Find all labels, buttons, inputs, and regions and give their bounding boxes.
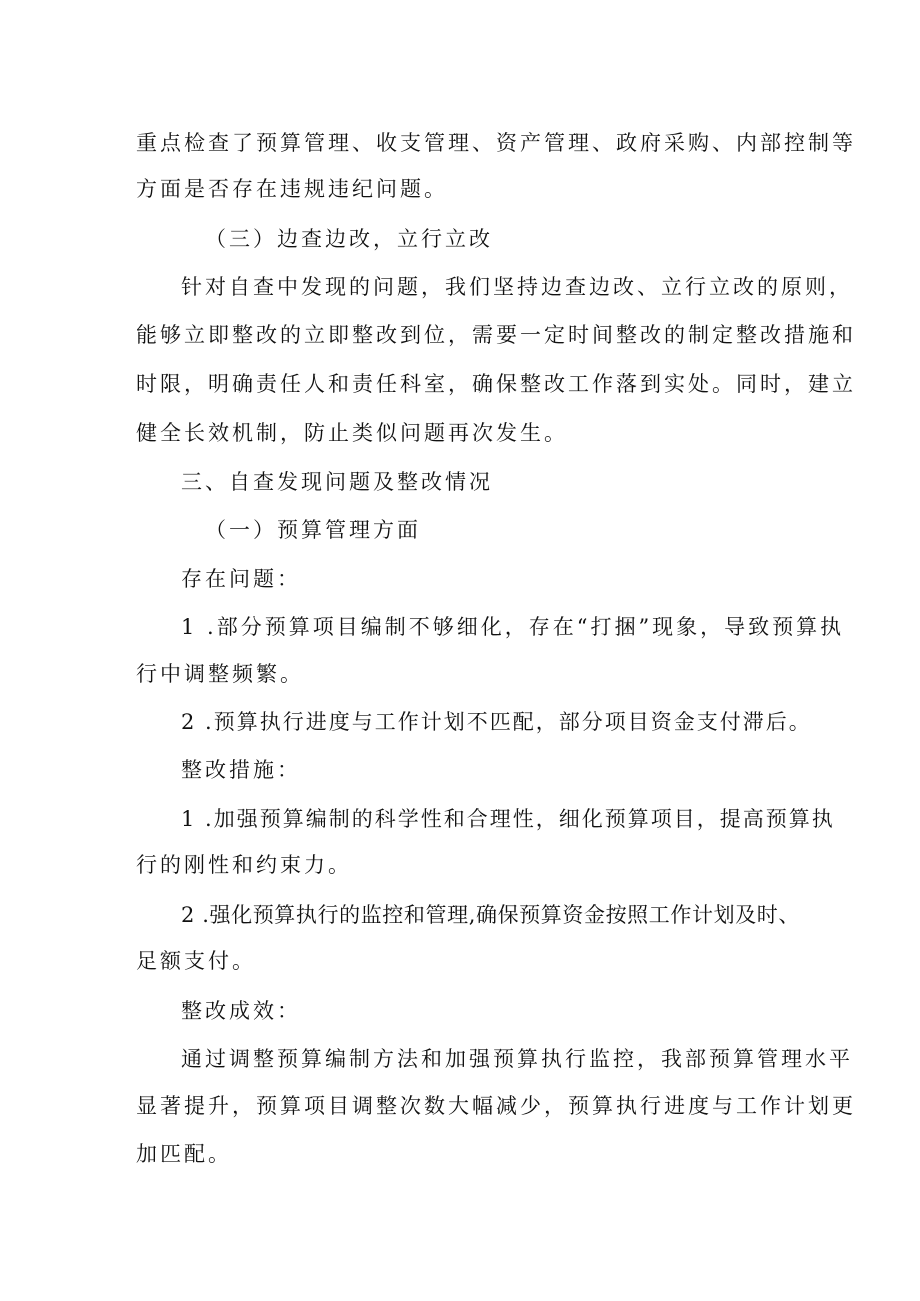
body-text-line: 能够立即整改的立即整改到位，需要一定时间整改的制定整改措施和 (136, 323, 856, 347)
body-text-line: 针对自查中发现的问题，我们坚持边查边改、立行立改的原则， (181, 275, 853, 299)
body-text-line: 方面是否存在违规违纪问题。 (136, 177, 448, 201)
paragraph-label: 整改措施： (181, 758, 301, 782)
subsection-heading: （三）边查边改，立行立改 (205, 227, 493, 251)
subsection-heading: （一）预算管理方面 (205, 518, 421, 542)
body-text-line: 显著提升，预算项目调整次数大幅减少，预算执行进度与工作计划更 (136, 1094, 856, 1118)
list-item-continuation: 行的刚性和约束力。 (136, 853, 352, 877)
list-item: 2 .强化预算执行的监控和管理,确保预算资金按照工作计划及时、 (181, 903, 800, 927)
body-text-line: 通过调整预算编制方法和加强预算执行监控，我部预算管理水平 (181, 1047, 853, 1071)
section-heading: 三、自查发现问题及整改情况 (181, 470, 493, 494)
body-text-line: 时限，明确责任人和责任科室，确保整改工作落到实处。同时，建立 (136, 372, 856, 396)
list-item: 1 .加强预算编制的科学性和合理性，细化预算项目，提高预算执 (181, 807, 835, 831)
paragraph-label: 整改成效： (181, 999, 301, 1023)
body-text-line: 加匹配。 (136, 1142, 232, 1166)
body-text-line: 重点检查了预算管理、收支管理、资产管理、政府采购、内部控制等 (136, 131, 856, 155)
list-item-continuation: 足额支付。 (136, 949, 256, 973)
list-item-continuation: 行中调整频繁。 (136, 662, 304, 686)
paragraph-label: 存在问题： (181, 567, 301, 591)
body-text-line: 健全长效机制，防止类似问题再次发生。 (136, 421, 568, 445)
list-item: 1 .部分预算项目编制不够细化，存在“打捆”现象，导致预算执 (181, 615, 845, 639)
list-item: 2 .预算执行进度与工作计划不匹配，部分项目资金支付滞后。 (181, 710, 812, 734)
